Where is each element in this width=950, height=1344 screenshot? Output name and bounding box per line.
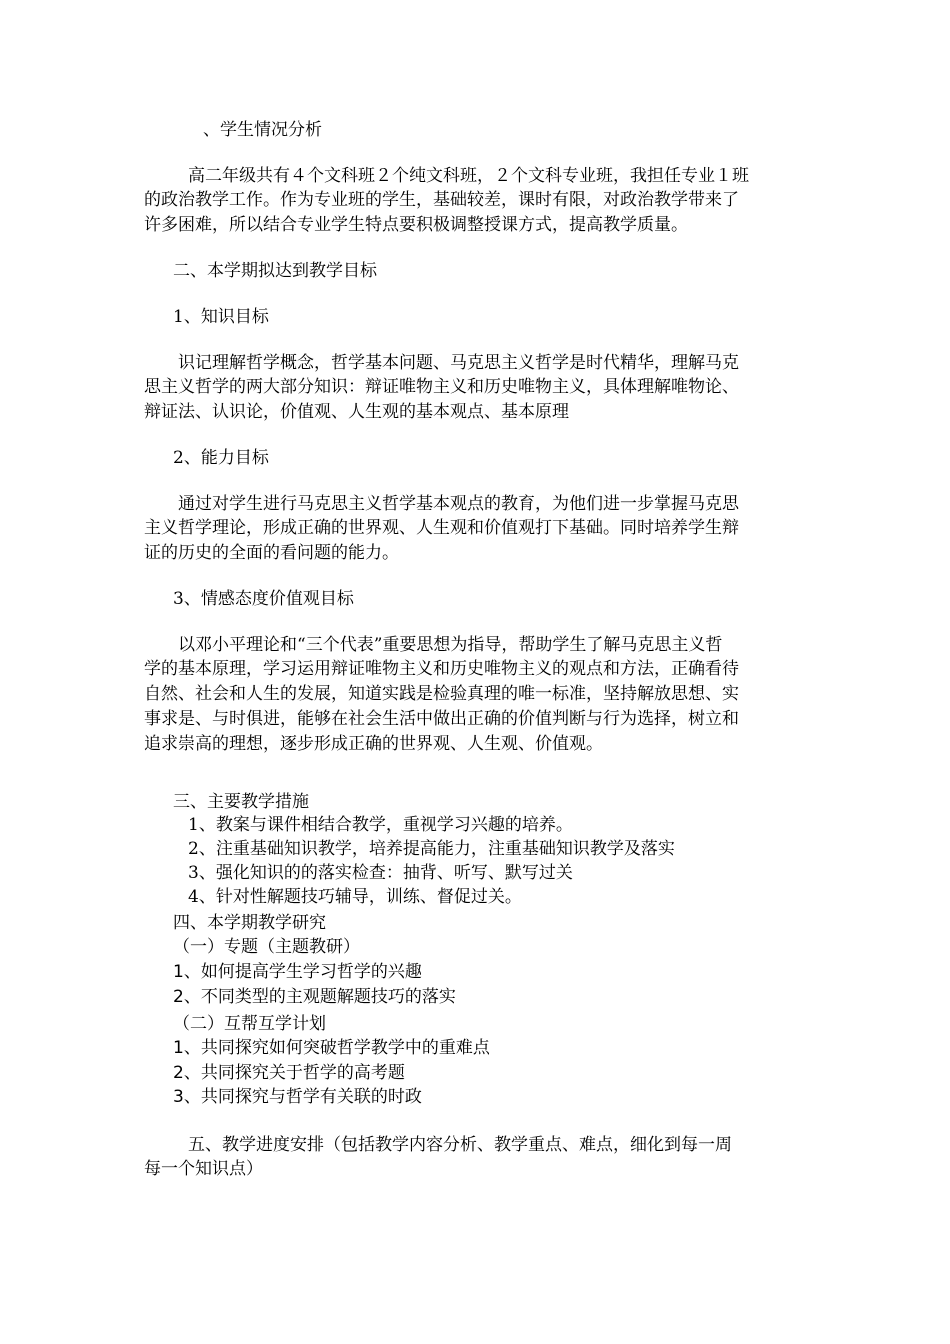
goal3-para-line: 以邓小平理论和“三个代表”重要思想为指导，帮助学生了解马克思主义哲 [178, 635, 723, 655]
section1-para-line: 高二年级共有４个文科班２个纯文科班，２个文科专业班，我担任专业１班 [188, 166, 749, 186]
sub2-item: 3、共同探究与哲学有关联的时政 [173, 1087, 422, 1107]
sub2-item: 1、共同探究如何突破哲学教学中的重难点 [173, 1038, 490, 1058]
sub2-item: 2、共同探究关于哲学的高考题 [173, 1063, 405, 1083]
goal3-para-line: 学的基本原理，学习运用辩证唯物主义和历史唯物主义的观点和方法，正确看待 [144, 659, 739, 679]
section4-heading: 四、本学期教学研究 [173, 913, 326, 933]
sub2-heading: （二）互帮互学计划 [173, 1014, 326, 1034]
measure-item: 2、注重基础知识教学，培养提高能力，注重基础知识教学及落实 [188, 839, 675, 859]
measure-item: 3、强化知识的的落实检查：抽背、听写、默写过关 [188, 863, 573, 883]
goal2-para-line: 通过对学生进行马克思主义哲学基本观点的教育，为他们进一步掌握马克思 [178, 494, 739, 514]
goal3-para-line: 事求是、与时俱进，能够在社会生活中做出正确的价值判断与行为选择，树立和 [144, 709, 739, 729]
goal1-para-line: 辩证法、认识论，价值观、人生观的基本观点、基本原理 [144, 402, 569, 422]
section3-heading: 三、主要教学措施 [173, 792, 309, 812]
section2-heading: 二、本学期拟达到教学目标 [173, 261, 377, 281]
section1-para-line: 的政治教学工作。作为专业班的学生，基础较差，课时有限，对政治教学带来了 [144, 190, 739, 210]
goal3-heading: 3、情感态度价值观目标 [173, 589, 354, 609]
measure-item: 4、针对性解题技巧辅导，训练、督促过关。 [188, 887, 522, 907]
goal1-para-line: 思主义哲学的两大部分知识：辩证唯物主义和历史唯物主义，具体理解唯物论、 [144, 377, 739, 397]
section5-heading-line: 五、教学进度安排（包括教学内容分析、教学重点、难点，细化到每一周 [188, 1135, 732, 1155]
goal2-para-line: 主义哲学理论，形成正确的世界观、人生观和价值观打下基础。同时培养学生辩 [144, 518, 739, 538]
goal1-heading: 1、知识目标 [173, 307, 269, 327]
section1-para-line: 许多困难，所以结合专业学生特点要积极调整授课方式，提高教学质量。 [144, 215, 688, 235]
sub1-item: 1、如何提高学生学习哲学的兴趣 [173, 962, 422, 982]
goal2-heading: 2、能力目标 [173, 448, 269, 468]
section5-heading-line: 每一个知识点） [144, 1159, 263, 1179]
sub1-heading: （一）专题（主题教研） [173, 937, 360, 957]
goal1-para-line: 识记理解哲学概念，哲学基本问题、马克思主义哲学是时代精华，理解马克 [178, 353, 739, 373]
goal2-para-line: 证的历史的全面的看问题的能力。 [144, 543, 399, 563]
section1-heading: 、学生情况分析 [203, 120, 322, 140]
goal3-para-line: 追求崇高的理想，逐步形成正确的世界观、人生观、价值观。 [144, 734, 603, 754]
goal3-para-line: 自然、社会和人生的发展，知道实践是检验真理的唯一标准，坚持解放思想、实 [144, 684, 739, 704]
measure-item: 1、教案与课件相结合教学，重视学习兴趣的培养。 [188, 815, 573, 835]
sub1-item: 2、不同类型的主观题解题技巧的落实 [173, 987, 456, 1007]
